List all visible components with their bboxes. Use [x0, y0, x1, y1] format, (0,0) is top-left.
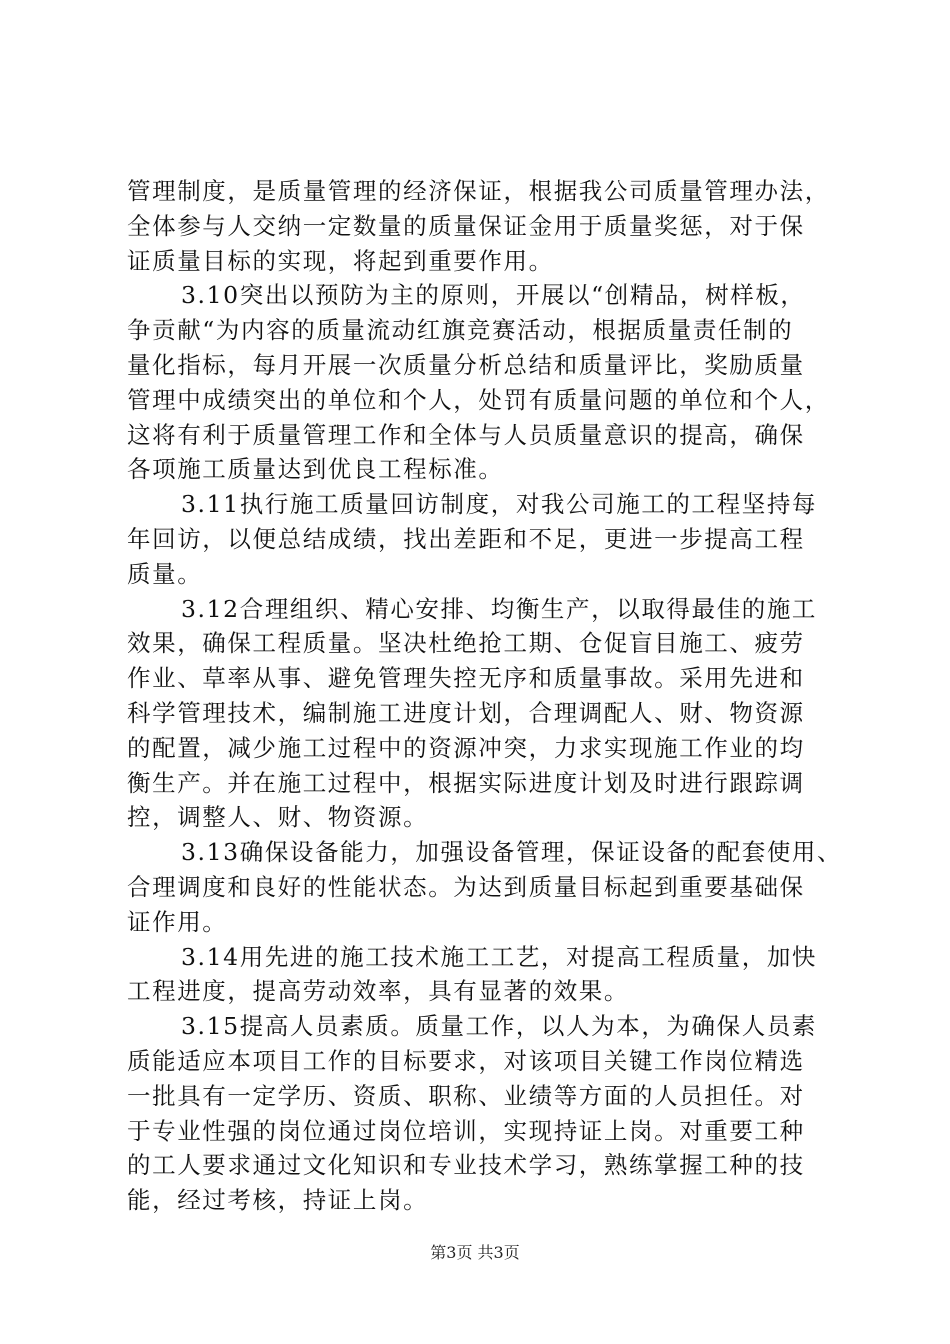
paragraph-3-11 [127, 487, 827, 591]
paragraph-line: 3.13确保设备能力，加强设备管理，保证设备的配套使用、 [181, 838, 843, 867]
paragraph-line: 全体参与人交纳一定数量的质量保证金用于质量奖惩，对于保 [127, 211, 805, 240]
paragraph-line: 证质量目标的实现，将起到重要作用。 [127, 246, 554, 275]
paragraph-line: 能，经过考核，持证上岗。 [127, 1186, 429, 1215]
paragraph-line: 3.11执行施工质量回访制度，对我公司施工的工程坚持每 [181, 490, 818, 519]
paragraph-line: 证作用。 [127, 907, 228, 936]
paragraph-line: 年回访，以便总结成绩，找出差距和不足，更进一步提高工程 [127, 524, 805, 553]
paragraph-3-13 [127, 835, 843, 939]
paragraph-line: 科学管理技术，编制施工进度计划，合理调配人、财、物资源 [127, 698, 805, 727]
paragraph-line: 管理中成绩突出的单位和个人，处罚有质量问题的单位和个人， [127, 385, 830, 414]
paragraph-line: 管理制度，是质量管理的经济保证，根据我公司质量管理办法， [127, 177, 830, 205]
paragraph-line: 效果，确保工程质量。坚决杜绝抢工期、仓促盲目施工、疲劳 [127, 629, 805, 658]
paragraph-line: 控，调整人、财、物资源。 [127, 803, 429, 832]
paragraph-line: 合理调度和良好的性能状态。为达到质量目标起到重要基础保 [127, 872, 805, 901]
paragraph-line: 的配置，减少施工过程中的资源冲突，力求实现施工作业的均 [127, 733, 805, 762]
paragraph-3-15 [127, 1009, 827, 1218]
paragraph-line: 的工人要求通过文化知识和专业技术学习，熟练掌握工种的技 [127, 1151, 805, 1180]
paragraph-line: 衡生产。并在施工过程中，根据实际进度计划及时进行跟踪调 [127, 768, 805, 797]
paragraph-line: 各项施工质量达到优良工程标准。 [127, 455, 504, 484]
paragraph-line: 于专业性强的岗位通过岗位培训，实现持证上岗。对重要工种 [127, 1116, 805, 1145]
paragraph-line: 量化指标，每月开展一次质量分析总结和质量评比，奖励质量 [127, 350, 805, 379]
document-body [127, 174, 843, 1218]
paragraph-3-12 [127, 592, 827, 836]
paragraph-line: 3.14用先进的施工技术施工工艺，对提高工程质量，加快 [181, 942, 818, 971]
paragraph-line: 争贡献“为内容的质量流动红旗竞赛活动，根据质量责任制的 [127, 316, 794, 345]
paragraph-line: 质量。 [127, 559, 203, 588]
paragraph-intro [127, 174, 830, 278]
paragraph-line: 这将有利于质量管理工作和全体与人员质量意识的提高，确保 [127, 420, 805, 449]
paragraph-line: 工程进度，提高劳动效率，具有显著的效果。 [127, 977, 629, 1006]
paragraph-3-10 [127, 278, 830, 487]
paragraph-line: 一批具有一定学历、资质、职称、业绩等方面的人员担任。对 [127, 1081, 805, 1110]
paragraph-line: 3.10突出以预防为主的原则，开展以“创精品，树样板， [181, 281, 806, 310]
paragraph-line: 作业、草率从事、避免管理失控无序和质量事故。采用先进和 [127, 664, 805, 693]
paragraph-line: 质能适应本项目工作的目标要求，对该项目关键工作岗位精选 [127, 1046, 805, 1075]
paragraph-3-14 [127, 940, 827, 1010]
page-number-footer: 第3页 共3页 [430, 1243, 520, 1262]
paragraph-line: 3.15提高人员素质。质量工作，以人为本，为确保人员素 [181, 1012, 818, 1041]
paragraph-line: 3.12合理组织、精心安排、均衡生产，以取得最佳的施工 [181, 594, 818, 623]
